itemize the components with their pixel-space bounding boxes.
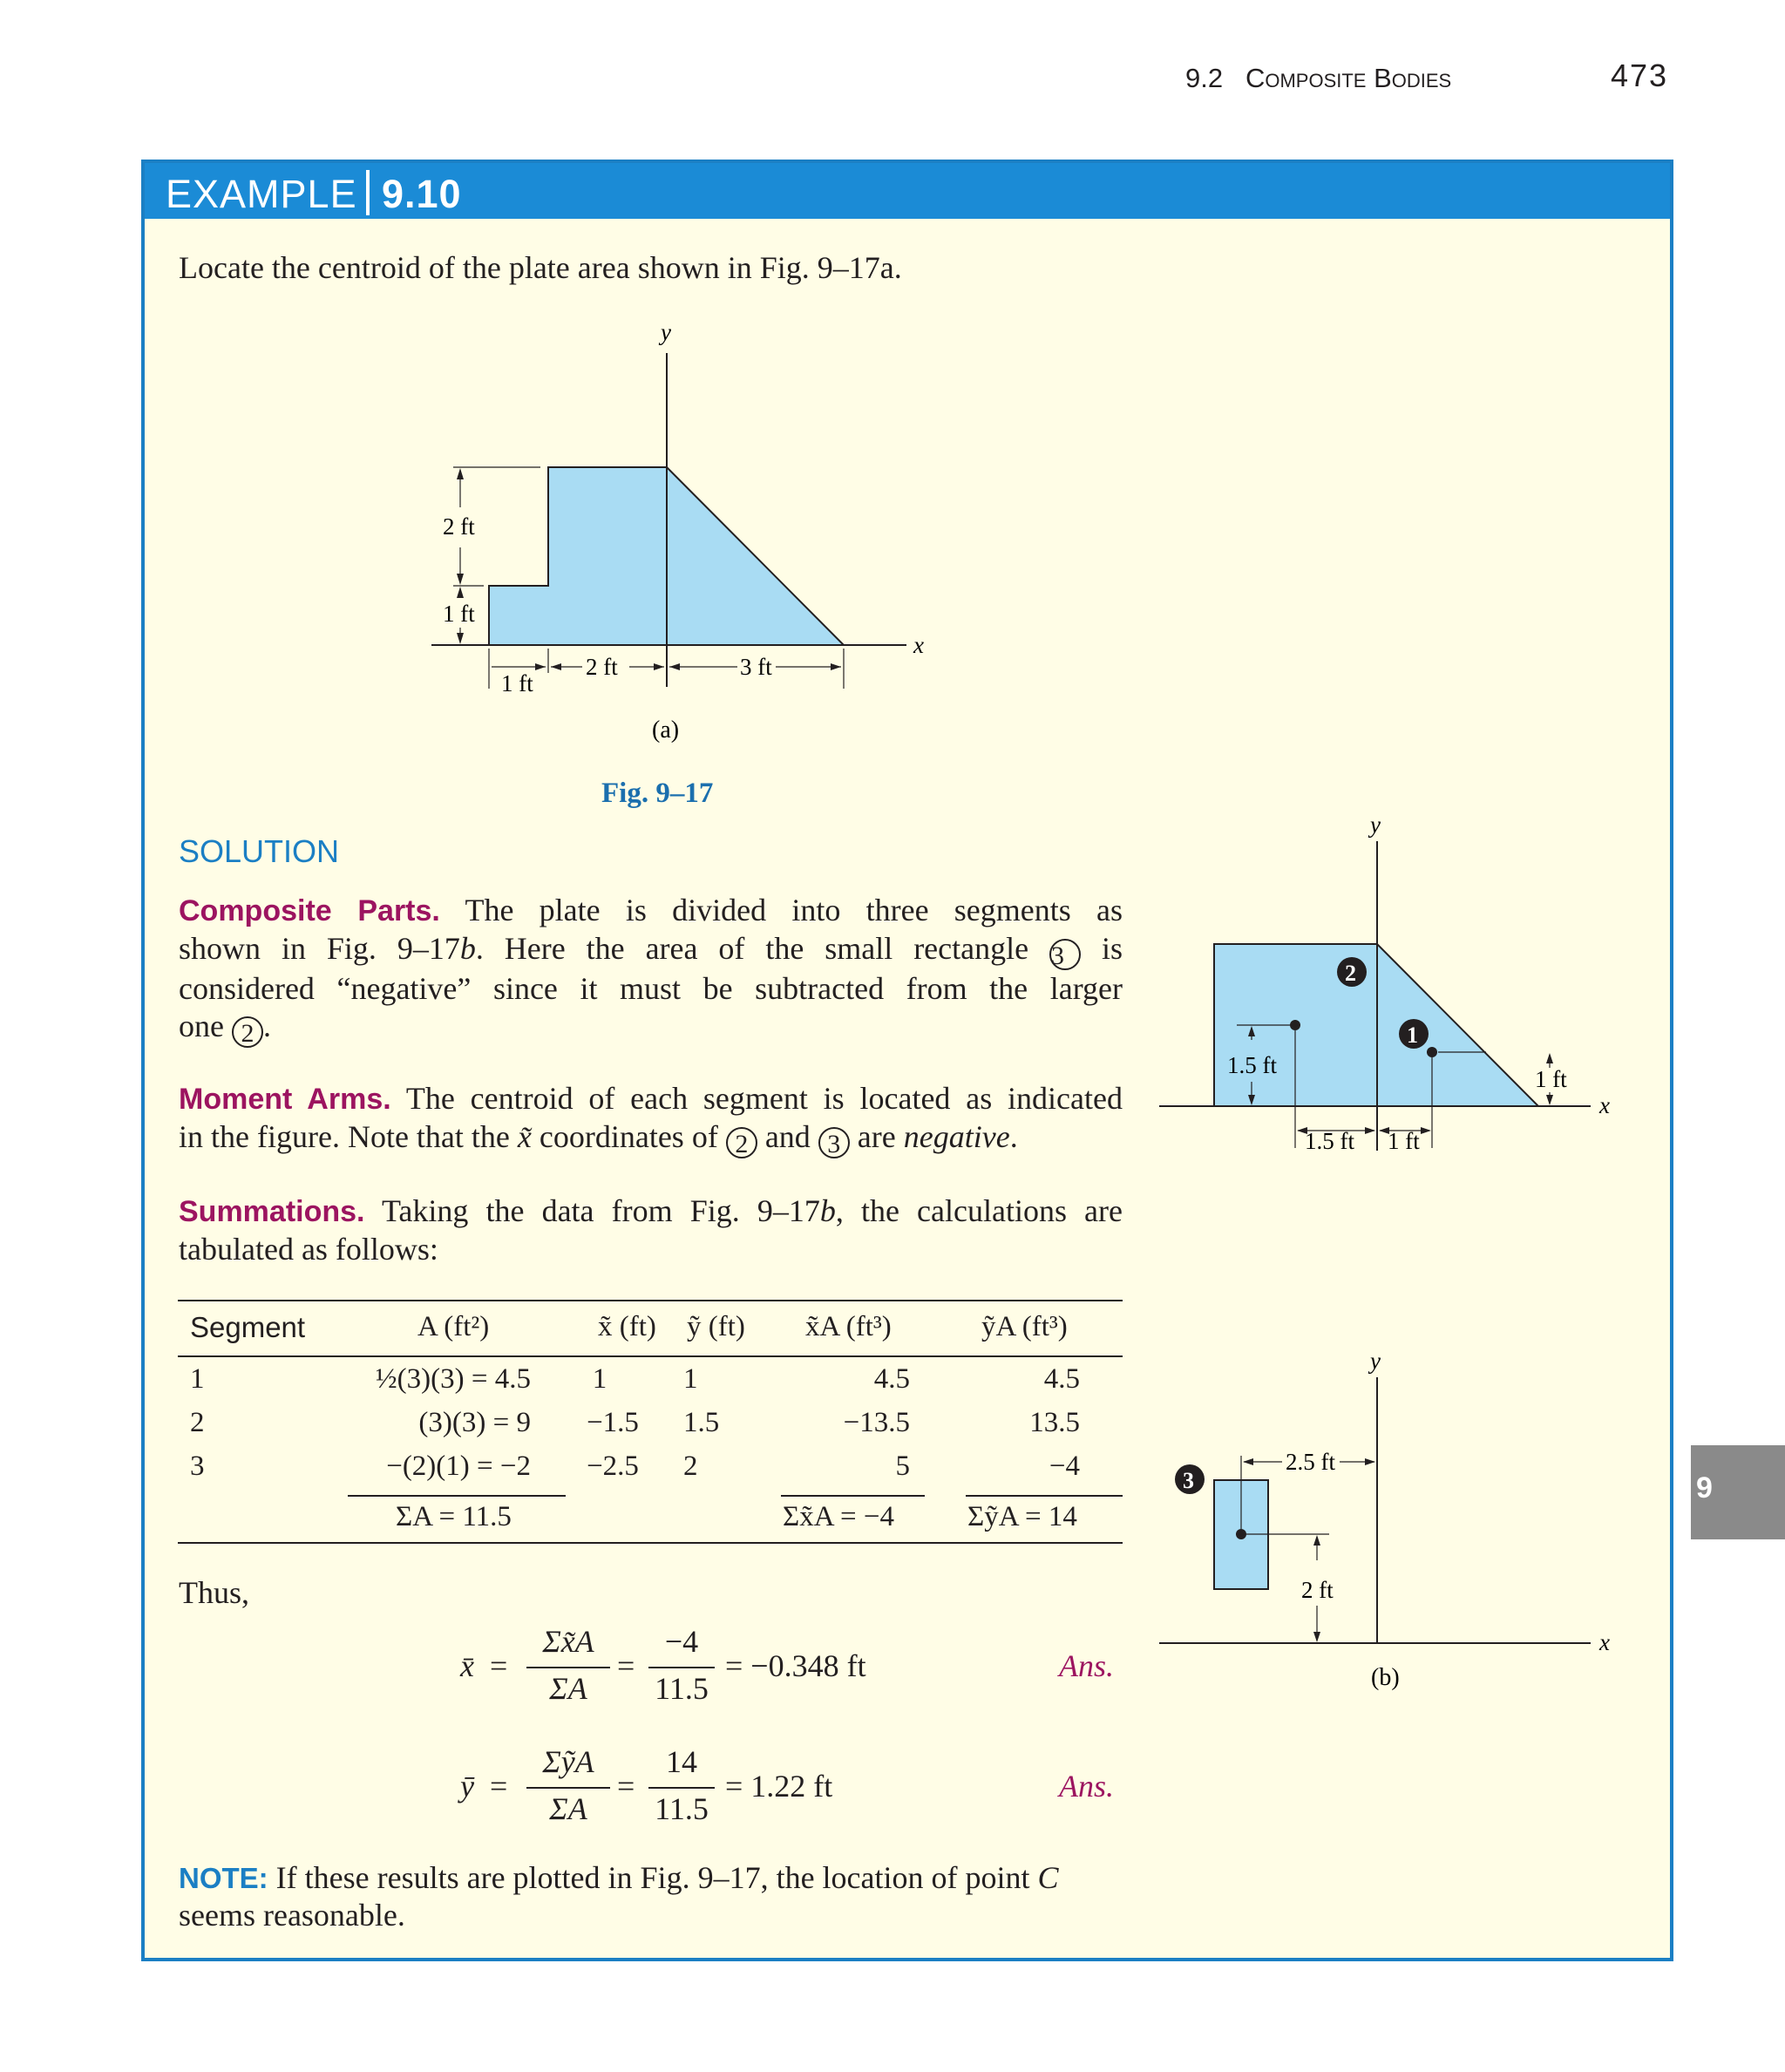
table-cell: 1 <box>190 1363 205 1395</box>
ybar-numerator: ΣỹA <box>542 1744 594 1779</box>
section-title: Composite Bodies <box>1245 63 1452 93</box>
dim-1.5ft-vertical: 1.5 ft <box>1227 1052 1277 1078</box>
text-line: The centroid of each segment is located as indicated <box>405 1081 1123 1116</box>
sum-area: ΣA = 11.5 <box>396 1501 512 1532</box>
table-header: ỹ (ft) <box>687 1311 745 1342</box>
composite-parts-heading: Composite Parts. <box>179 894 440 927</box>
segment-2-label: 2 <box>1345 961 1356 986</box>
xbar-equation: x̄ = Σx̃A ΣA = −4 11.5 = −0.348 ft Ans. <box>460 1624 1114 1706</box>
table-cell: ½(3)(3) = 4.5 <box>375 1363 531 1395</box>
x-axis-label: x <box>1599 1629 1610 1655</box>
text-line: considered “negative” since it must be subtracted from the larger <box>179 971 1123 1006</box>
composite-parts-paragraph: Composite Parts. The plate is divided into three segments as shown in Fig. 9–17b. Here the area of the small rectangle 3 is considered “negative” since it must be subtracted from the larger one 2 . <box>179 893 1123 1048</box>
table-cell: 5 <box>895 1450 910 1482</box>
xbar-numerator-value: −4 <box>664 1624 699 1659</box>
table-header: A (ft²) <box>417 1311 490 1342</box>
summations-heading: Summations. <box>179 1195 365 1228</box>
table-cell: 1 <box>592 1363 607 1395</box>
figure-b-segment-3 <box>1155 1342 1643 1709</box>
text-line: If these results are plotted in Fig. 9–17, the location of point <box>275 1860 1030 1895</box>
table-header: Segment <box>190 1311 306 1343</box>
moment-arms-paragraph: Moment Arms. The centroid of each segment is located as indicated in the figure. Note that the x̃ coordinates of 2 and 3 are negative. <box>179 1081 1123 1158</box>
centroid-3 <box>1236 1529 1246 1539</box>
figure-a-caption: (a) <box>652 717 680 744</box>
table-cell: −1.5 <box>587 1407 639 1438</box>
example-label: EXAMPLE <box>166 172 357 216</box>
text-line: . Here the area of the small rectangle <box>475 931 1029 966</box>
ybar-denominator: ΣA <box>549 1791 587 1826</box>
table-header: x̃ (ft) <box>598 1311 656 1342</box>
segment-3-label: 3 <box>1183 1468 1194 1493</box>
dim-2.5ft: 2.5 ft <box>1286 1449 1335 1475</box>
text-line: one <box>179 1009 224 1043</box>
table-cell: 1.5 <box>683 1407 720 1438</box>
dim-2ft-horizontal: 2 ft <box>586 654 618 680</box>
xbar-ans: Ans. <box>1059 1648 1114 1683</box>
example-number: 9.10 <box>382 172 462 216</box>
dim-3ft-horizontal: 3 ft <box>740 654 772 680</box>
chapter-thumb-tab <box>1691 1445 1785 1539</box>
text-line: Taking the data from Fig. 9–17 <box>381 1193 820 1228</box>
table-cell: (3)(3) = 9 <box>418 1407 531 1438</box>
circled-2: 2 <box>232 1016 263 1048</box>
y-axis-label: y <box>1370 812 1381 838</box>
text-line: are <box>857 1119 896 1154</box>
text-line: is <box>1101 931 1123 966</box>
table-cell: −4 <box>1049 1450 1080 1482</box>
figure-b-segments-1-2 <box>1155 806 1643 1164</box>
ybar-numerator-value: 14 <box>666 1744 697 1779</box>
table-cell: −(2)(1) = −2 <box>386 1450 531 1482</box>
text-line: and <box>764 1119 811 1154</box>
table-header: x̃A (ft³) <box>805 1311 892 1342</box>
ybar-equation: ȳ = ΣỹA ΣA = 14 11.5 = 1.22 ft Ans. <box>460 1744 1114 1826</box>
ybar-symbol: ȳ <box>460 1769 474 1804</box>
segment-1-label: 1 <box>1407 1022 1418 1048</box>
section-number: 9.2 <box>1185 63 1224 93</box>
dim-1.5ft-horizontal: 1.5 ft <box>1305 1128 1354 1154</box>
dim-1ft-horizontal: 1 ft <box>1388 1128 1420 1154</box>
ybar-result: = 1.22 ft <box>725 1769 833 1804</box>
sum-xA: Σx̃A = −4 <box>783 1501 894 1532</box>
note-label: NOTE: <box>179 1862 268 1894</box>
dim-1ft-vertical: 1 ft <box>1535 1066 1567 1092</box>
x-axis-label: x <box>1599 1092 1610 1118</box>
moment-arms-heading: Moment Arms. <box>179 1083 391 1116</box>
circled-3: 3 <box>1049 939 1081 970</box>
text-line: coordinates of <box>539 1119 718 1154</box>
y-axis-label: y <box>661 319 671 345</box>
figure-label: Fig. 9–17 <box>601 778 714 809</box>
running-head <box>1185 63 1451 94</box>
figure-a <box>418 314 941 767</box>
text-line: in the figure. Note that the <box>179 1119 510 1154</box>
table-header: ỹA (ft³) <box>981 1311 1068 1342</box>
solution-heading: SOLUTION <box>179 833 340 869</box>
text-italic: C <box>1037 1860 1059 1895</box>
dim-2ft-vertical: 2 ft <box>443 513 475 540</box>
xbar-denominator-value: 11.5 <box>655 1671 709 1706</box>
xbar-numerator: Σx̃A <box>542 1624 594 1659</box>
xbar-denominator: ΣA <box>549 1671 587 1706</box>
calculation-table <box>178 1300 1123 1544</box>
table-cell: 4.5 <box>1043 1363 1080 1395</box>
table-cell: −2.5 <box>587 1450 639 1482</box>
text-italic: negative <box>903 1119 1010 1154</box>
summations-paragraph <box>179 1192 1123 1268</box>
circled-3: 3 <box>818 1127 850 1158</box>
chapter-number: 9 <box>1696 1471 1713 1505</box>
ybar-denominator-value: 11.5 <box>655 1791 709 1826</box>
text-line: , the calculations are <box>835 1193 1123 1228</box>
xbar-symbol: x̄ <box>460 1648 474 1683</box>
text-line: The plate is divided into three segments as <box>465 893 1123 927</box>
dim-1ft-horizontal: 1 ft <box>501 670 533 696</box>
centroid-1 <box>1427 1047 1437 1057</box>
dim-1ft-vertical: 1 ft <box>443 601 475 627</box>
text-italic: b <box>819 1193 836 1228</box>
table-cell: 1 <box>683 1363 698 1395</box>
page-number: 473 <box>1611 58 1669 93</box>
text-line: tabulated as follows: <box>179 1232 438 1267</box>
sum-yA: ΣỹA = 14 <box>967 1501 1077 1532</box>
note-paragraph <box>179 1859 1123 1934</box>
problem-statement: Locate the centroid of the plate area shown in Fig. 9–17a. <box>179 250 902 285</box>
x-axis-label: x <box>913 632 924 658</box>
table-cell: 2 <box>683 1450 698 1482</box>
thus-label: Thus, <box>179 1575 249 1610</box>
y-axis-label: y <box>1370 1348 1381 1374</box>
circled-2: 2 <box>726 1127 757 1158</box>
banner-divider <box>366 170 370 215</box>
text-line: shown in Fig. 9–17 <box>179 931 460 966</box>
table-cell: 13.5 <box>1029 1407 1080 1438</box>
example-banner <box>145 163 1670 219</box>
xbar-result: = −0.348 ft <box>725 1648 866 1683</box>
figure-b-caption: (b) <box>1371 1664 1400 1691</box>
table-cell: −13.5 <box>843 1407 910 1438</box>
ybar-ans: Ans. <box>1059 1769 1114 1804</box>
text-italic: b <box>459 931 476 966</box>
text-line: seems reasonable. <box>179 1898 405 1933</box>
table-cell: 3 <box>190 1450 205 1482</box>
dim-2ft: 2 ft <box>1301 1577 1334 1603</box>
centroid-2 <box>1290 1020 1300 1030</box>
table-cell: 2 <box>190 1407 205 1438</box>
table-cell: 4.5 <box>873 1363 910 1395</box>
